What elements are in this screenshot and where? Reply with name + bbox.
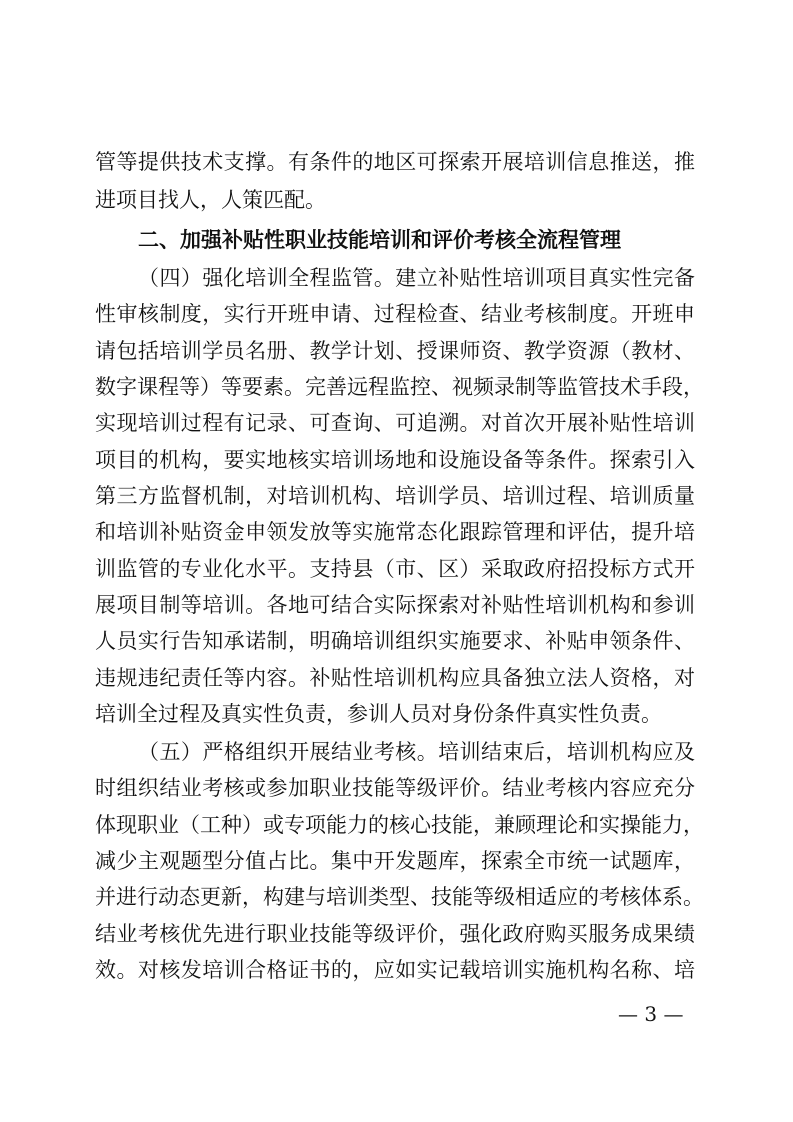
paragraph-4-line-7: 第三方监督机制，对培训机构、培训学员、培训过程、培训质量 [95,484,695,508]
paragraph-4-line-13: 培训全过程及真实性负责，参训人员对身份条件真实性负责。 [95,702,662,726]
paragraph-4-line-9: 训监管的专业化水平。支持县（市、区）采取政府招投标方式开 [95,557,695,581]
paragraph-5-line-5: 并进行动态更新，构建与培训类型、技能等级相适应的考核体系。 [95,885,704,909]
paragraph-4-line-10: 展项目制等培训。各地可结合实际探索对补贴性培训机构和参训 [95,593,695,617]
page-number: — 3 — [618,1002,684,1026]
paragraph-4-line-11: 人员实行告知承诺制，明确培训组织实施要求、补贴申领条件、 [95,629,695,653]
paragraph-5-line-6: 结业考核优先进行职业技能等级评价，强化政府购买服务成果绩 [95,922,695,946]
paragraph-4-line-4: 数字课程等）等要素。完善远程监控、视频录制等监管技术手段， [95,375,704,399]
paragraph-4-line-3: 请包括培训学员名册、教学计划、授课师资、教学资源（教材、 [95,339,695,363]
paragraph-4-line-8: 和培训补贴资金申领发放等实施常态化跟踪管理和评估，提升培 [95,520,695,544]
paragraph-4-line-6: 项目的机构，要实地核实培训场地和设施设备等条件。探索引入 [95,448,695,472]
paragraph-5-line-2: 时组织结业考核或参加职业技能等级评价。结业考核内容应充分 [95,776,695,800]
text-line-1: 管等提供技术支撑。有条件的地区可探索开展培训信息推送，推 [95,150,695,174]
paragraph-4-line-5: 实现培训过程有记录、可查询、可追溯。对首次开展补贴性培训 [95,411,695,435]
paragraph-5-line-1: （五）严格组织开展结业考核。培训结束后，培训机构应及 [138,740,695,764]
paragraph-4-line-1: （四）强化培训全程监管。建立补贴性培训项目真实性完备 [138,266,695,290]
paragraph-5-line-7: 效。对核发培训合格证书的，应如实记载培训实施机构名称、培 [95,958,695,982]
section-heading: 二、加强补贴性职业技能培训和评价考核全流程管理 [138,228,621,252]
paragraph-4-line-12: 违规违纪责任等内容。补贴性培训机构应具备独立法人资格，对 [95,666,695,690]
paragraph-5-line-4: 减少主观题型分值占比。集中开发题库，探索全市统一试题库， [95,849,695,873]
paragraph-4-line-2: 性审核制度，实行开班申请、过程检查、结业考核制度。开班申 [95,302,695,326]
text-line-2: 进项目找人，人策匹配。 [95,188,326,212]
paragraph-5-line-3: 体现职业（工种）或专项能力的核心技能，兼顾理论和实操能力， [95,813,704,837]
